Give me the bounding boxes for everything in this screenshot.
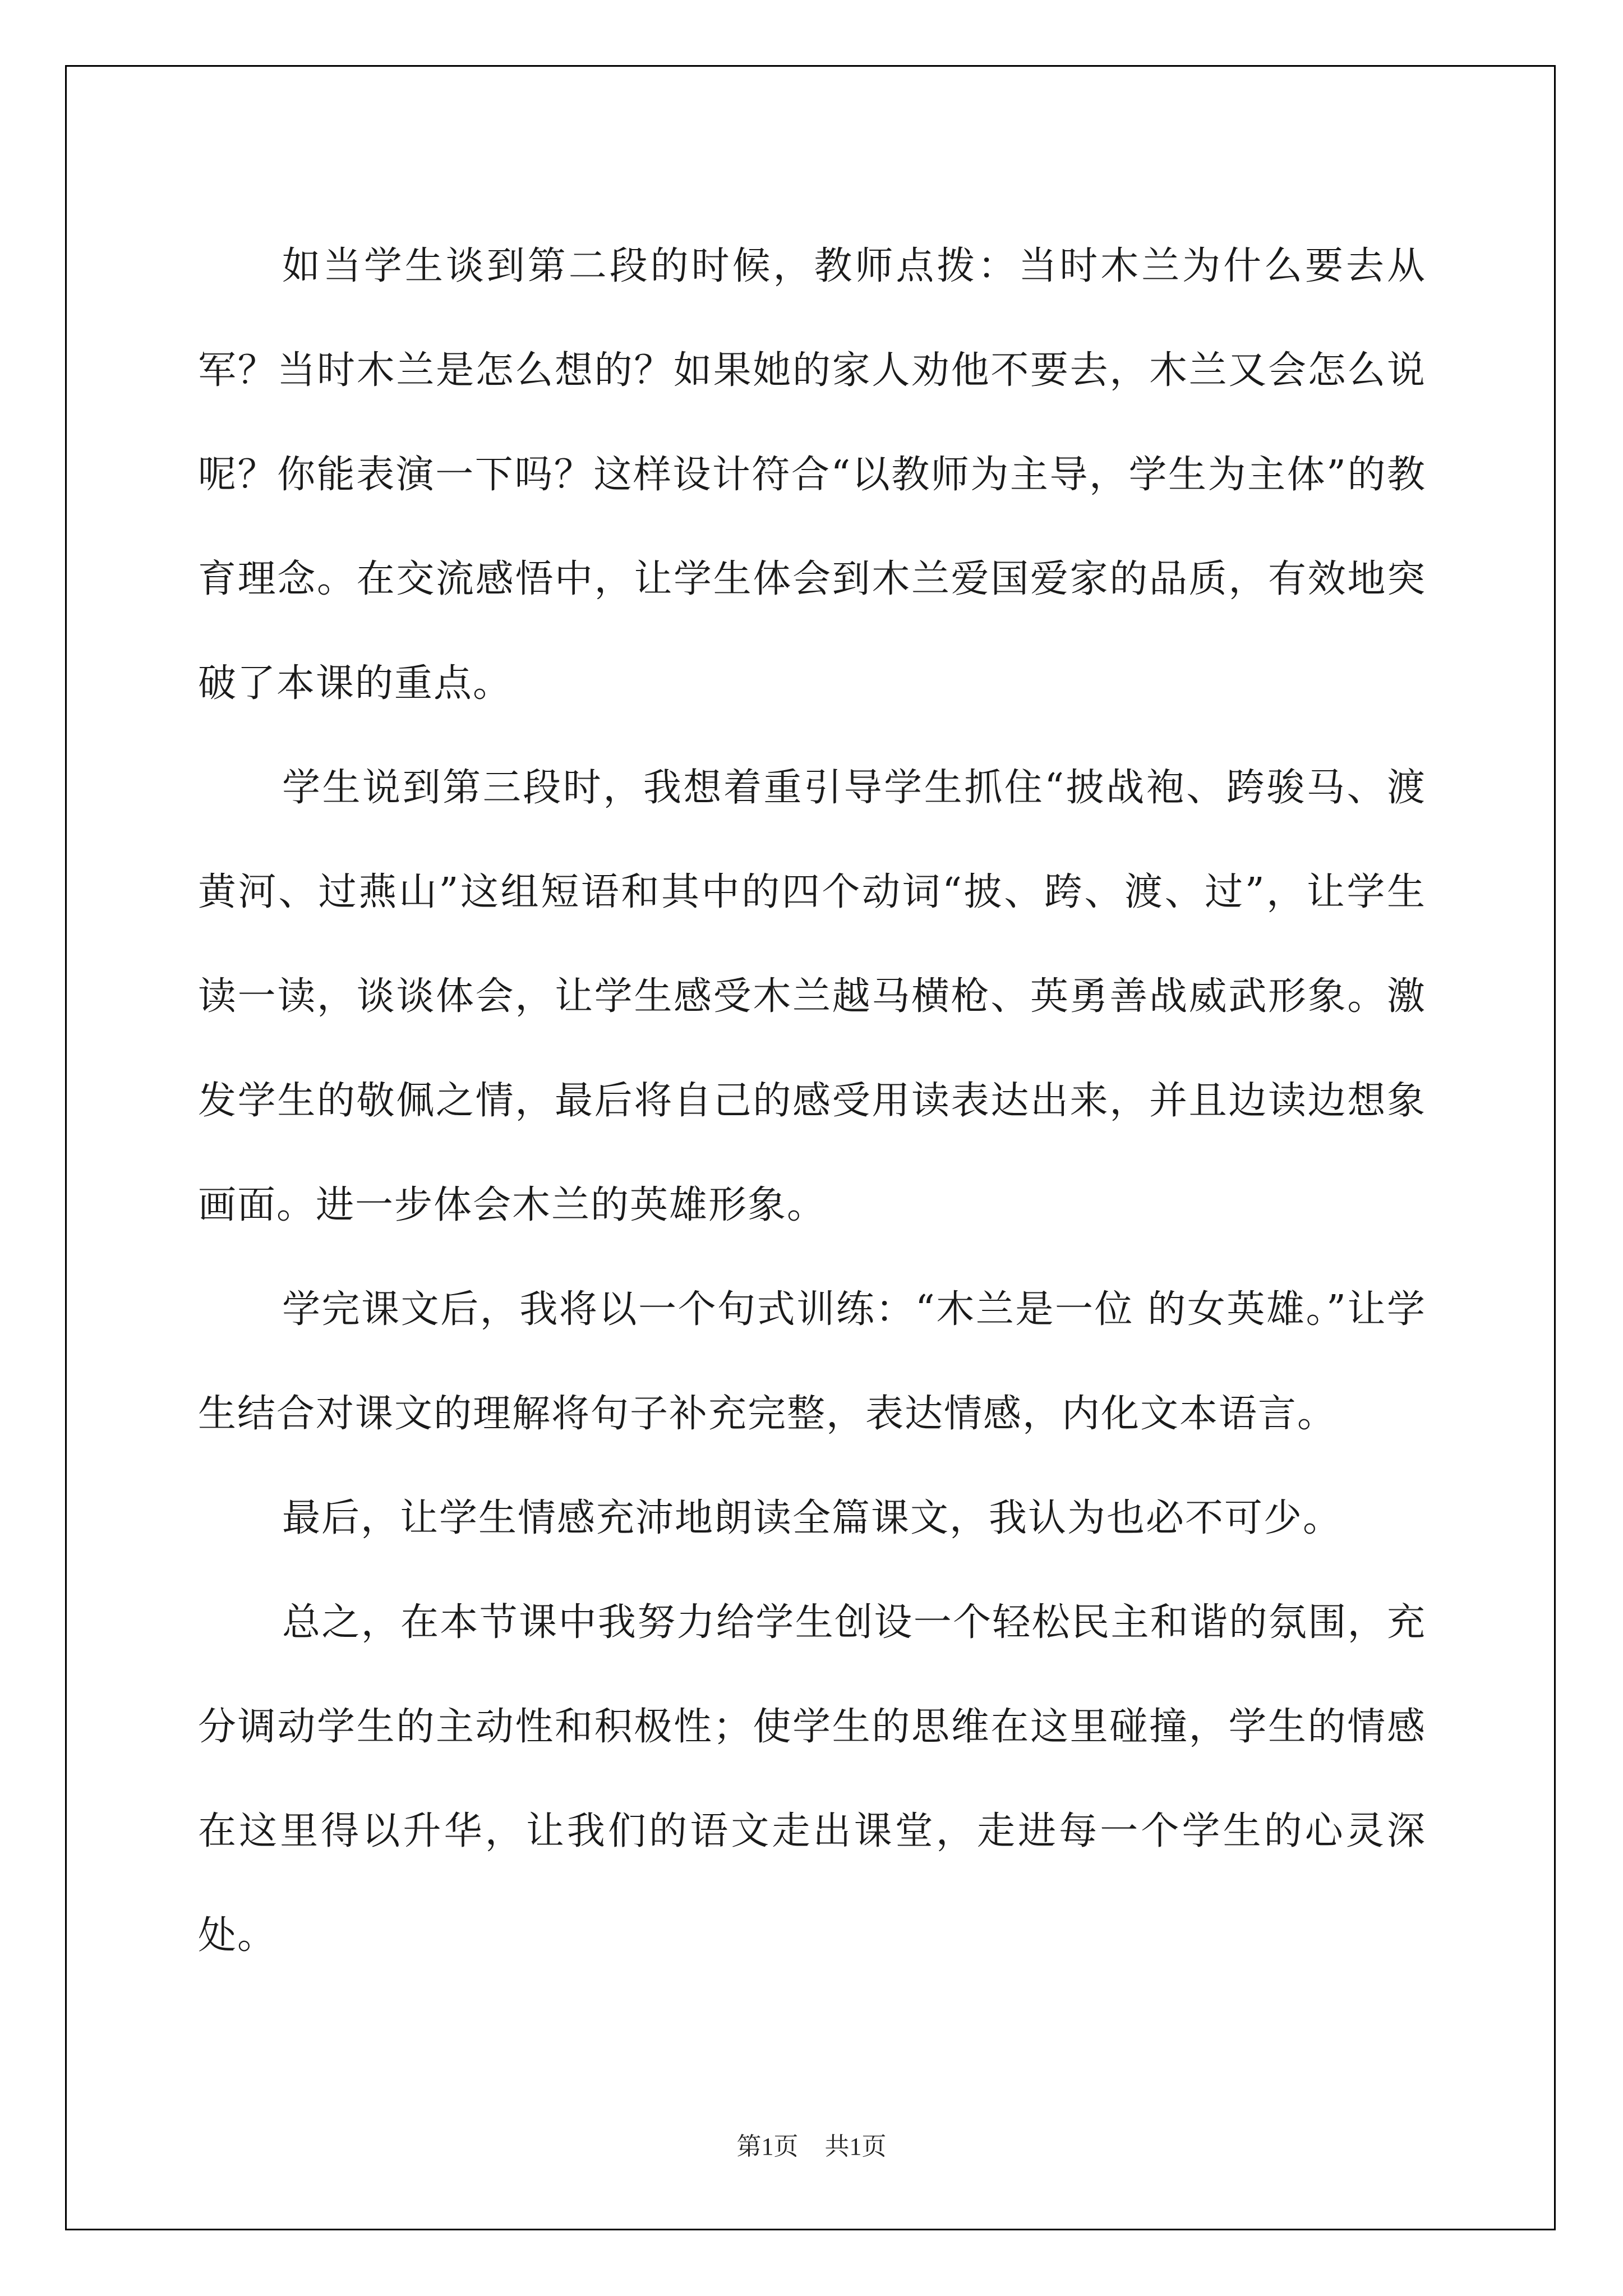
- paragraph-3: 学完课文后，我将以一个句式训练：“木兰是一位 的女英雄。”让学生结合对课文的理解将句子补充完整，表达情感，内化文本语言。: [198, 1287, 1426, 1436]
- page-number-current: 第1页: [736, 2133, 799, 2160]
- paragraph-4: 最后，让学生情感充沛地朗读全篇课文，我认为也必不可少。: [282, 1496, 1343, 1540]
- page-footer: [0, 2126, 1623, 2162]
- document-body: [198, 214, 1426, 1988]
- paragraph-1: 如当学生谈到第二段的时候，教师点拨：当时木兰为什么要去从军？当时木兰是怎么想的？如果她的家人劝他不要去，木兰又会怎么说呢？你能表演一下吗？这样设计符合“以教师为主导，学生为主体”的教育理念。在交流感悟中，让学生体会到木兰爱国爱家的品质，有效地突破了本课的重点。: [198, 244, 1426, 706]
- paragraph-5: 总之，在本节课中我努力给学生创设一个轻松民主和谐的氛围，充分调动学生的主动性和积极性；使学生的思维在这里碰撞，学生的情感在这里得以升华，让我们的语文走出课堂，走进每一个学生的心灵深处。: [198, 1600, 1426, 1958]
- page-number-total: 共1页: [824, 2133, 887, 2160]
- paragraph-2: 学生说到第三段时，我想着重引导学生抓住“披战袍、跨骏马、渡黄河、过燕山”这组短语和其中的四个动词“披、跨、渡、过”，让学生读一读，谈谈体会，让学生感受木兰越马横枪、英勇善战威武形象。激发学生的敬佩之情，最后将自己的感受用读表达出来，并且边读边想象画面。进一步体会木兰的英雄形象。: [198, 766, 1426, 1227]
